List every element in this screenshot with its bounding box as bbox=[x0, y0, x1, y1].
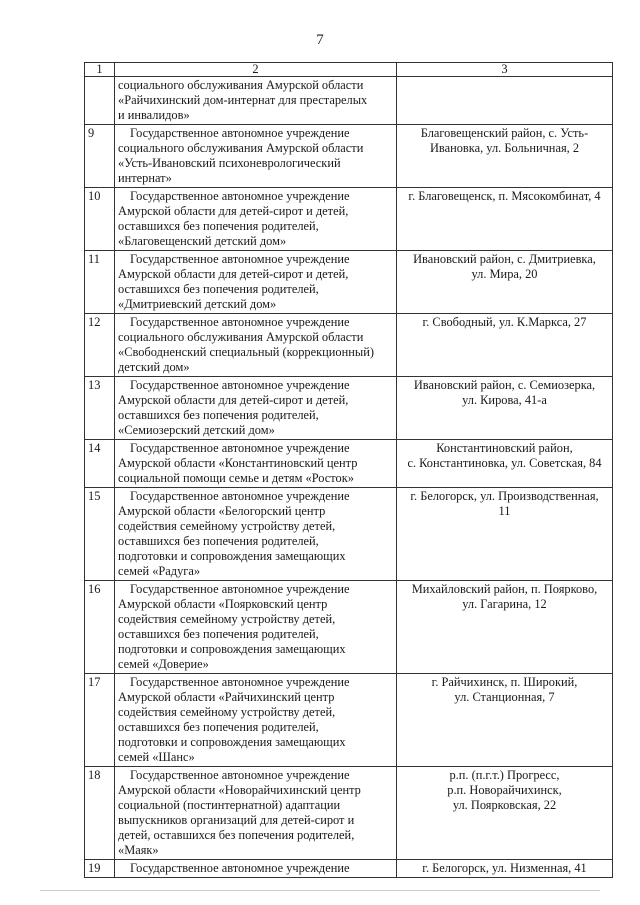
institution-name-line: детей, оставшихся без попечения родителей, bbox=[118, 828, 355, 842]
address-cell bbox=[397, 581, 613, 674]
row-number: 12 bbox=[85, 314, 115, 377]
row-number: 14 bbox=[85, 440, 115, 488]
address-line: р.п. Новорайчихинск, bbox=[447, 783, 562, 797]
column-header: 1 bbox=[85, 63, 115, 77]
institution-name-line: «Дмитриевский детский дом» bbox=[118, 297, 277, 311]
row-number: 9 bbox=[85, 125, 115, 188]
row-number: 15 bbox=[85, 488, 115, 581]
table-row bbox=[85, 251, 613, 314]
address-cell bbox=[397, 860, 613, 878]
institution-name-cell bbox=[115, 767, 397, 860]
row-number: 17 bbox=[85, 674, 115, 767]
address-line: Михайловский район, п. Поярково, bbox=[411, 582, 598, 596]
address-line: г. Белогорск, ул. Низменная, 41 bbox=[422, 861, 587, 875]
institution-name-line: Государственное автономное учреждение bbox=[130, 582, 350, 596]
address-cell bbox=[397, 767, 613, 860]
institution-name-line: Государственное автономное учреждение bbox=[130, 768, 350, 782]
institution-name-cell bbox=[115, 77, 397, 125]
address-line: 11 bbox=[498, 504, 511, 518]
table-body bbox=[85, 77, 613, 878]
institution-name-line: социальной (постинтернатной) адаптации bbox=[118, 798, 341, 812]
address-line: Ивановский район, с. Семиозерка, bbox=[413, 378, 596, 392]
institution-name-cell bbox=[115, 188, 397, 251]
table-row bbox=[85, 125, 613, 188]
address-line: с. Константиновка, ул. Советская, 84 bbox=[407, 456, 602, 470]
institution-name-line: «Усть-Ивановский психоневрологический bbox=[118, 156, 341, 170]
address-line: г. Свободный, ул. К.Маркса, 27 bbox=[422, 315, 587, 329]
institution-name-line: оставшихся без попечения родителей, bbox=[118, 627, 319, 641]
address-cell bbox=[397, 314, 613, 377]
table-row bbox=[85, 767, 613, 860]
table-row bbox=[85, 77, 613, 125]
address-cell bbox=[397, 440, 613, 488]
institution-name-line: и инвалидов» bbox=[118, 108, 190, 122]
address-cell bbox=[397, 251, 613, 314]
row-number: 10 bbox=[85, 188, 115, 251]
institution-name-line: Амурской области «Новорайчихинский центр bbox=[118, 783, 361, 797]
institution-name-cell bbox=[115, 251, 397, 314]
institution-name-line: Государственное автономное учреждение bbox=[130, 378, 350, 392]
institution-name-line: семей «Доверие» bbox=[118, 657, 209, 671]
institution-name-line: социального обслуживания Амурской области bbox=[118, 330, 364, 344]
institution-name-cell bbox=[115, 440, 397, 488]
institution-name-line: социальной помощи семье и детям «Росток» bbox=[118, 471, 354, 485]
institution-name-line: Государственное автономное учреждение bbox=[130, 189, 350, 203]
address-cell bbox=[397, 188, 613, 251]
institution-name-line: подготовки и сопровождения замещающих bbox=[118, 549, 346, 563]
scan-edge-line bbox=[40, 890, 600, 891]
institution-name-line: Амурской области для детей-сирот и детей, bbox=[118, 393, 349, 407]
institution-name-cell bbox=[115, 581, 397, 674]
table-row bbox=[85, 188, 613, 251]
table-header-row bbox=[85, 63, 613, 77]
institution-name-line: Амурской области для детей-сирот и детей, bbox=[118, 267, 349, 281]
institution-name-line: «Благовещенский детский дом» bbox=[118, 234, 287, 248]
institution-name-cell bbox=[115, 674, 397, 767]
institution-name-line: Амурской области «Белогорский центр bbox=[118, 504, 326, 518]
address-line: Константиновский район, bbox=[436, 441, 573, 455]
address-line: г. Райчихинск, п. Широкий, bbox=[431, 675, 578, 689]
address-line: Ивановка, ул. Больничная, 2 bbox=[429, 141, 580, 155]
institution-name-line: «Свободненский специальный (коррекционный) bbox=[118, 345, 374, 359]
institution-name-line: подготовки и сопровождения замещающих bbox=[118, 642, 346, 656]
institutions-table bbox=[84, 62, 613, 878]
institution-name-line: Государственное автономное учреждение bbox=[130, 441, 350, 455]
address-line: ул. Станционная, 7 bbox=[454, 690, 555, 704]
table-row bbox=[85, 581, 613, 674]
row-number: 19 bbox=[85, 860, 115, 878]
row-number: 13 bbox=[85, 377, 115, 440]
institution-name-line: содействия семейному устройству детей, bbox=[118, 612, 336, 626]
institution-name-line: Амурской области «Поярковский центр bbox=[118, 597, 328, 611]
institution-name-line: «Маяк» bbox=[118, 843, 159, 857]
address-cell bbox=[397, 377, 613, 440]
institution-name-line: Государственное автономное учреждение bbox=[130, 675, 350, 689]
column-header: 2 bbox=[115, 63, 397, 77]
column-header: 3 bbox=[397, 63, 613, 77]
institution-name-line: оставшихся без попечения родителей, bbox=[118, 282, 319, 296]
address-line: ул. Кирова, 41-а bbox=[462, 393, 547, 407]
institution-name-cell bbox=[115, 125, 397, 188]
address-cell bbox=[397, 674, 613, 767]
row-number: 11 bbox=[85, 251, 115, 314]
institution-name-cell bbox=[115, 860, 397, 878]
row-number: 18 bbox=[85, 767, 115, 860]
institution-name-line: выпускников организаций для детей-сирот и bbox=[118, 813, 355, 827]
institution-name-line: содействия семейному устройству детей, bbox=[118, 705, 336, 719]
table-row bbox=[85, 674, 613, 767]
table-row bbox=[85, 377, 613, 440]
institution-name-line: оставшихся без попечения родителей, bbox=[118, 534, 319, 548]
row-number bbox=[85, 77, 115, 125]
institution-name-line: Амурской области «Константиновский центр bbox=[118, 456, 358, 470]
institution-name-line: оставшихся без попечения родителей, bbox=[118, 720, 319, 734]
institution-name-line: Государственное автономное учреждение bbox=[130, 861, 350, 875]
address-line: г. Благовещенск, п. Мясокомбинат, 4 bbox=[408, 189, 601, 203]
address-line: ул. Поярковская, 22 bbox=[452, 798, 557, 812]
institution-name-line: содействия семейному устройству детей, bbox=[118, 519, 336, 533]
address-line: Благовещенский район, с. Усть- bbox=[420, 126, 589, 140]
institution-name-line: Государственное автономное учреждение bbox=[130, 252, 350, 266]
institution-name-line: семей «Радуга» bbox=[118, 564, 201, 578]
institution-name-line: «Райчихинский дом-интернат для престарелых bbox=[118, 93, 368, 107]
institution-name-line: социального обслуживания Амурской области bbox=[118, 78, 364, 92]
address-cell bbox=[397, 77, 613, 125]
table-row bbox=[85, 488, 613, 581]
address-line: Ивановский район, с. Дмитриевка, bbox=[413, 252, 596, 266]
institution-name-cell bbox=[115, 377, 397, 440]
institution-name-line: Государственное автономное учреждение bbox=[130, 126, 350, 140]
table-row bbox=[85, 860, 613, 878]
institution-name-line: Государственное автономное учреждение bbox=[130, 315, 350, 329]
address-cell bbox=[397, 488, 613, 581]
address-line: р.п. (п.г.т.) Прогресс, bbox=[449, 768, 560, 782]
table-row bbox=[85, 440, 613, 488]
page-number: 7 bbox=[316, 32, 324, 48]
institution-name-line: Государственное автономное учреждение bbox=[130, 489, 350, 503]
address-cell bbox=[397, 125, 613, 188]
table-row bbox=[85, 314, 613, 377]
institution-name-line: «Семиозерский детский дом» bbox=[118, 423, 275, 437]
institution-name-line: оставшихся без попечения родителей, bbox=[118, 408, 319, 422]
row-number: 16 bbox=[85, 581, 115, 674]
institution-name-line: Амурской области «Райчихинский центр bbox=[118, 690, 335, 704]
institution-name-line: Амурской области для детей-сирот и детей, bbox=[118, 204, 349, 218]
institution-name-cell bbox=[115, 314, 397, 377]
address-line: ул. Мира, 20 bbox=[471, 267, 538, 281]
address-line: г. Белогорск, ул. Производственная, bbox=[410, 489, 599, 503]
institution-name-line: социального обслуживания Амурской области bbox=[118, 141, 364, 155]
institution-name-line: оставшихся без попечения родителей, bbox=[118, 219, 319, 233]
institution-name-line: семей «Шанс» bbox=[118, 750, 195, 764]
institution-name-line: интернат» bbox=[118, 171, 172, 185]
address-line: ул. Гагарина, 12 bbox=[462, 597, 547, 611]
institution-name-line: подготовки и сопровождения замещающих bbox=[118, 735, 346, 749]
institution-name-cell bbox=[115, 488, 397, 581]
institution-name-line: детский дом» bbox=[118, 360, 190, 374]
